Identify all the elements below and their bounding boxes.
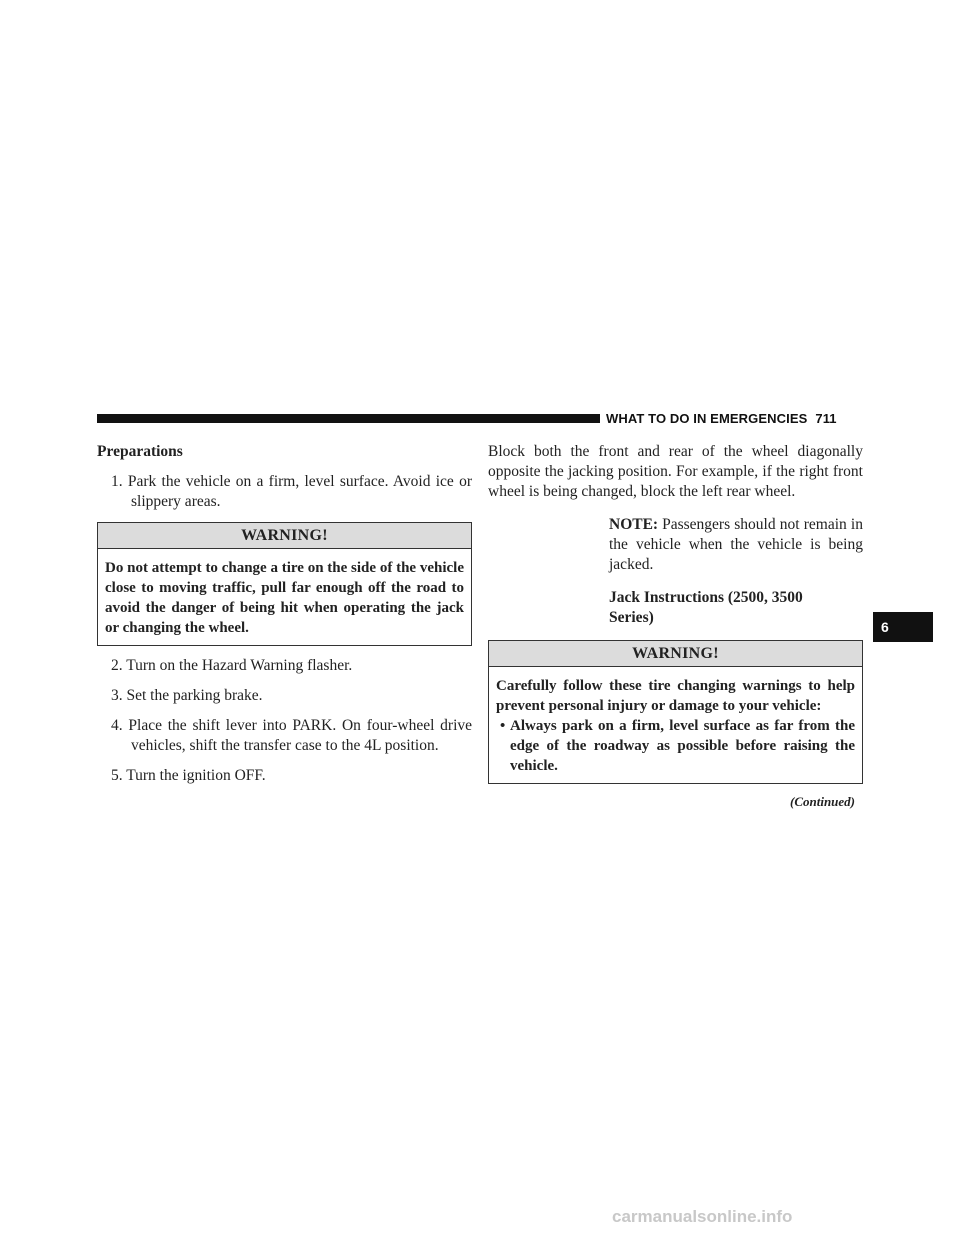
warning-box [488, 640, 863, 784]
step-2: 2. Turn on the Hazard Warning flasher. [111, 657, 353, 674]
left-column [97, 442, 472, 796]
warning-title: WARNING! [98, 523, 471, 549]
jack-instructions-heading: Jack Instructions (2500, 3500 Series) [609, 589, 803, 626]
watermark: carmanualsonline.info [612, 1207, 793, 1226]
step-3: 3. Set the parking brake. [111, 687, 263, 704]
warning-title: WARNING! [489, 641, 862, 667]
note-label: NOTE: [609, 516, 659, 533]
warning-text: Do not attempt to change a tire on the side of the vehicle close to moving traffic, pull far enough off the road to avoid the danger of being hit when operating the jack or changing the wheel. [105, 560, 464, 636]
note [609, 515, 863, 575]
running-header [606, 411, 837, 426]
note-block [609, 515, 863, 628]
header-rule [97, 414, 600, 423]
section-heading: Preparations [97, 443, 183, 460]
right-column [488, 442, 863, 794]
warning-body [489, 667, 862, 783]
step-4: 4. Place the shift lever into PARK. On four-wheel drive vehicles, shift the transfer case to the 4L position. [111, 717, 472, 754]
step-1: 1. Park the vehicle on a firm, level surface. Avoid ice or slippery areas. [111, 473, 472, 510]
chapter-tab: 6 [873, 612, 933, 642]
page-number: 711 [815, 411, 837, 426]
section-title: WHAT TO DO IN EMERGENCIES [606, 411, 808, 426]
note-text: Passengers should not remain in the vehicle when the vehicle is being jacked. [609, 516, 863, 573]
step-5: 5. Turn the ignition OFF. [111, 767, 266, 784]
block-wheel-paragraph: Block both the front and rear of the wheel diagonally opposite the jacking position. For example, if the right front wheel is being changed, block the left rear wheel. [488, 443, 863, 500]
bullet-icon: • [500, 718, 506, 734]
warning-box [97, 522, 472, 646]
warning-body [98, 549, 471, 645]
warning-bullet [496, 716, 855, 776]
continued-note: (Continued) [790, 794, 856, 809]
warning-intro: Carefully follow these tire changing warnings to help prevent personal injury or damage to your vehicle: [496, 678, 855, 714]
bullet-text: Always park on a firm, level surface as far from the edge of the roadway as possible before raising the vehicle. [510, 718, 855, 774]
